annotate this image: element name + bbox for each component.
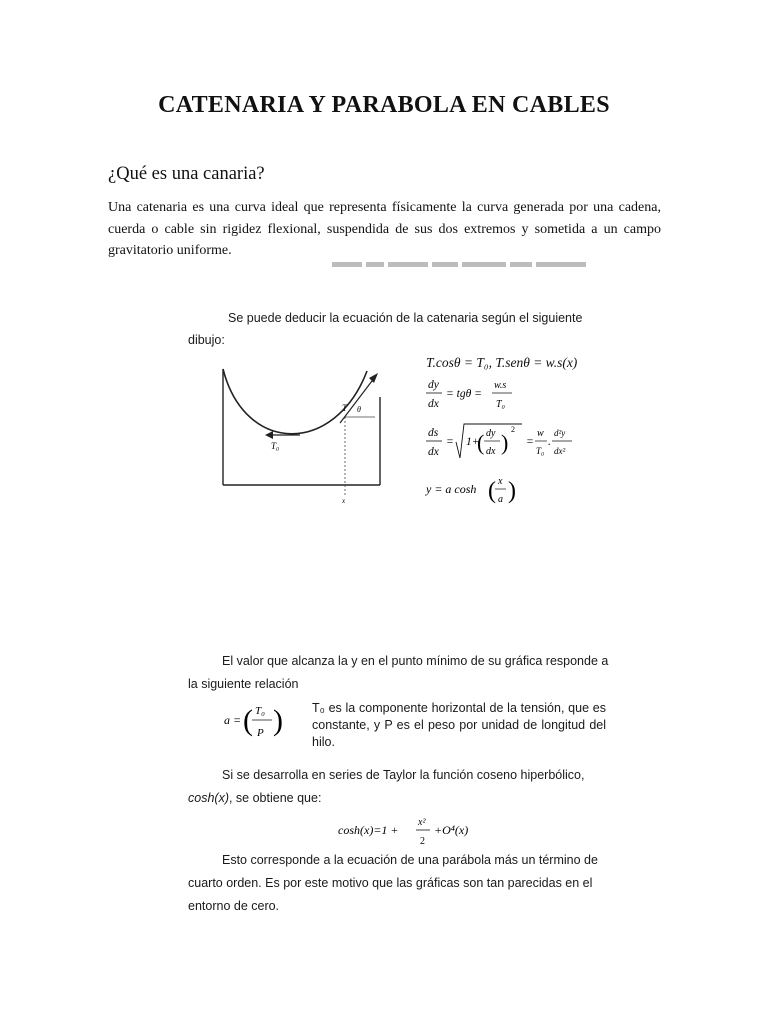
eq3-lhs-num: ds <box>428 427 439 439</box>
eq2-lhs-den: dx <box>428 398 439 410</box>
taylor-lhs: cosh(x)=1 + <box>338 823 399 837</box>
formula-a-den: P <box>257 727 264 739</box>
x-mark-label: x <box>342 497 346 505</box>
figure2-para2-line1: Si se desarrolla en series de Taylor la función coseno hiperbólico, <box>222 768 585 782</box>
t0-description: T₀ es la componente horizontal de la tensión, que es constante, y P es el peso por unidad de longitud del hilo. <box>312 701 606 749</box>
eq2-lhs-num: dy <box>428 379 439 391</box>
tension-arrow-t <box>340 377 375 423</box>
eq4-lhs: y = a cosh <box>426 482 477 496</box>
taylor-rhs: +O⁴(x) <box>434 823 469 837</box>
figure1-caption-line1: Se puede deducir la ecuación de la catenaria según el siguiente <box>228 311 583 325</box>
formula-a-lhs: a = <box>224 713 242 727</box>
figure2-para3-line3: entorno de cero. <box>188 899 280 913</box>
eq4-den: a <box>498 494 503 505</box>
eq2-rhs-num: w.s <box>494 380 507 391</box>
eq3-lhs-den: dx <box>428 446 439 458</box>
figure2-para1-line1: El valor que alcanza la y en el punto mínimo de su gráfica responde a <box>222 654 609 668</box>
scan-fragment-decoration <box>330 259 600 271</box>
svg-text:(: ( <box>488 478 496 504</box>
cosh-inline: cosh(x) <box>188 791 229 805</box>
taylor-formula <box>336 812 486 852</box>
catenary-curve <box>223 369 367 434</box>
eq3-d2-num: d²y <box>554 428 566 438</box>
para2-tail: , se obtiene que: <box>228 791 322 805</box>
svg-text:2: 2 <box>511 425 515 434</box>
figure2-para3-line2: cuarto orden. Es por este motivo que las gráficas son tan parecidas en el <box>188 876 593 890</box>
intro-paragraph: Una catenaria es una curva ideal que representa físicamente la curva generada por una cadena, cuerda o cable sin rigidez flexional, suspendida de sus dos extremos y sometida a un campo gravitatorio uniforme. <box>108 200 661 258</box>
svg-text:): ) <box>273 704 283 737</box>
equation-tension: T.cosθ = T₀, T.senθ = w.s(x) <box>426 355 578 370</box>
eq4-num: x <box>498 476 503 487</box>
svg-text:(: ( <box>477 430 485 455</box>
figure1-caption-line2: dibujo: <box>188 333 225 347</box>
figure2-para1-line2: la siguiente relación <box>188 677 299 691</box>
section-heading: ¿Qué es una canaria? <box>108 164 265 184</box>
equation-catenary <box>424 470 544 510</box>
formula-a-num: T₀ <box>255 705 265 717</box>
eq2-mid: = tgθ = <box>446 388 482 400</box>
eq3-rhs-num: w <box>537 428 544 439</box>
page-title: CATENARIA Y PARABOLA EN CABLES <box>158 92 610 118</box>
svg-text:): ) <box>508 478 516 504</box>
equation-slope <box>424 374 524 414</box>
figure2-para3-line1: Esto corresponde a la ecuación de una parábola más un término de <box>222 853 598 867</box>
svg-text:dy: dy <box>486 428 496 439</box>
eq3-rhs-den: T₀ <box>536 446 545 456</box>
theta-label: θ <box>357 405 361 414</box>
t-label: T <box>342 403 348 413</box>
equation-arc-length <box>424 420 574 466</box>
svg-text:1+: 1+ <box>466 436 480 448</box>
svg-text:.: . <box>548 436 551 448</box>
svg-text:): ) <box>501 430 509 455</box>
eq2-rhs-den: T₀ <box>496 399 506 410</box>
taylor-num: x² <box>418 817 426 828</box>
svg-text:(: ( <box>243 704 253 737</box>
svg-text:=: = <box>526 436 534 448</box>
svg-text:=: = <box>446 436 454 448</box>
t0-label: T₀ <box>271 441 280 451</box>
figure2-para2-line2 <box>188 791 321 805</box>
taylor-den: 2 <box>420 836 425 847</box>
eq3-d2-den: dx² <box>554 446 566 456</box>
svg-text:dx: dx <box>486 446 496 457</box>
catenary-diagram <box>215 355 390 505</box>
formula-a <box>222 696 292 744</box>
